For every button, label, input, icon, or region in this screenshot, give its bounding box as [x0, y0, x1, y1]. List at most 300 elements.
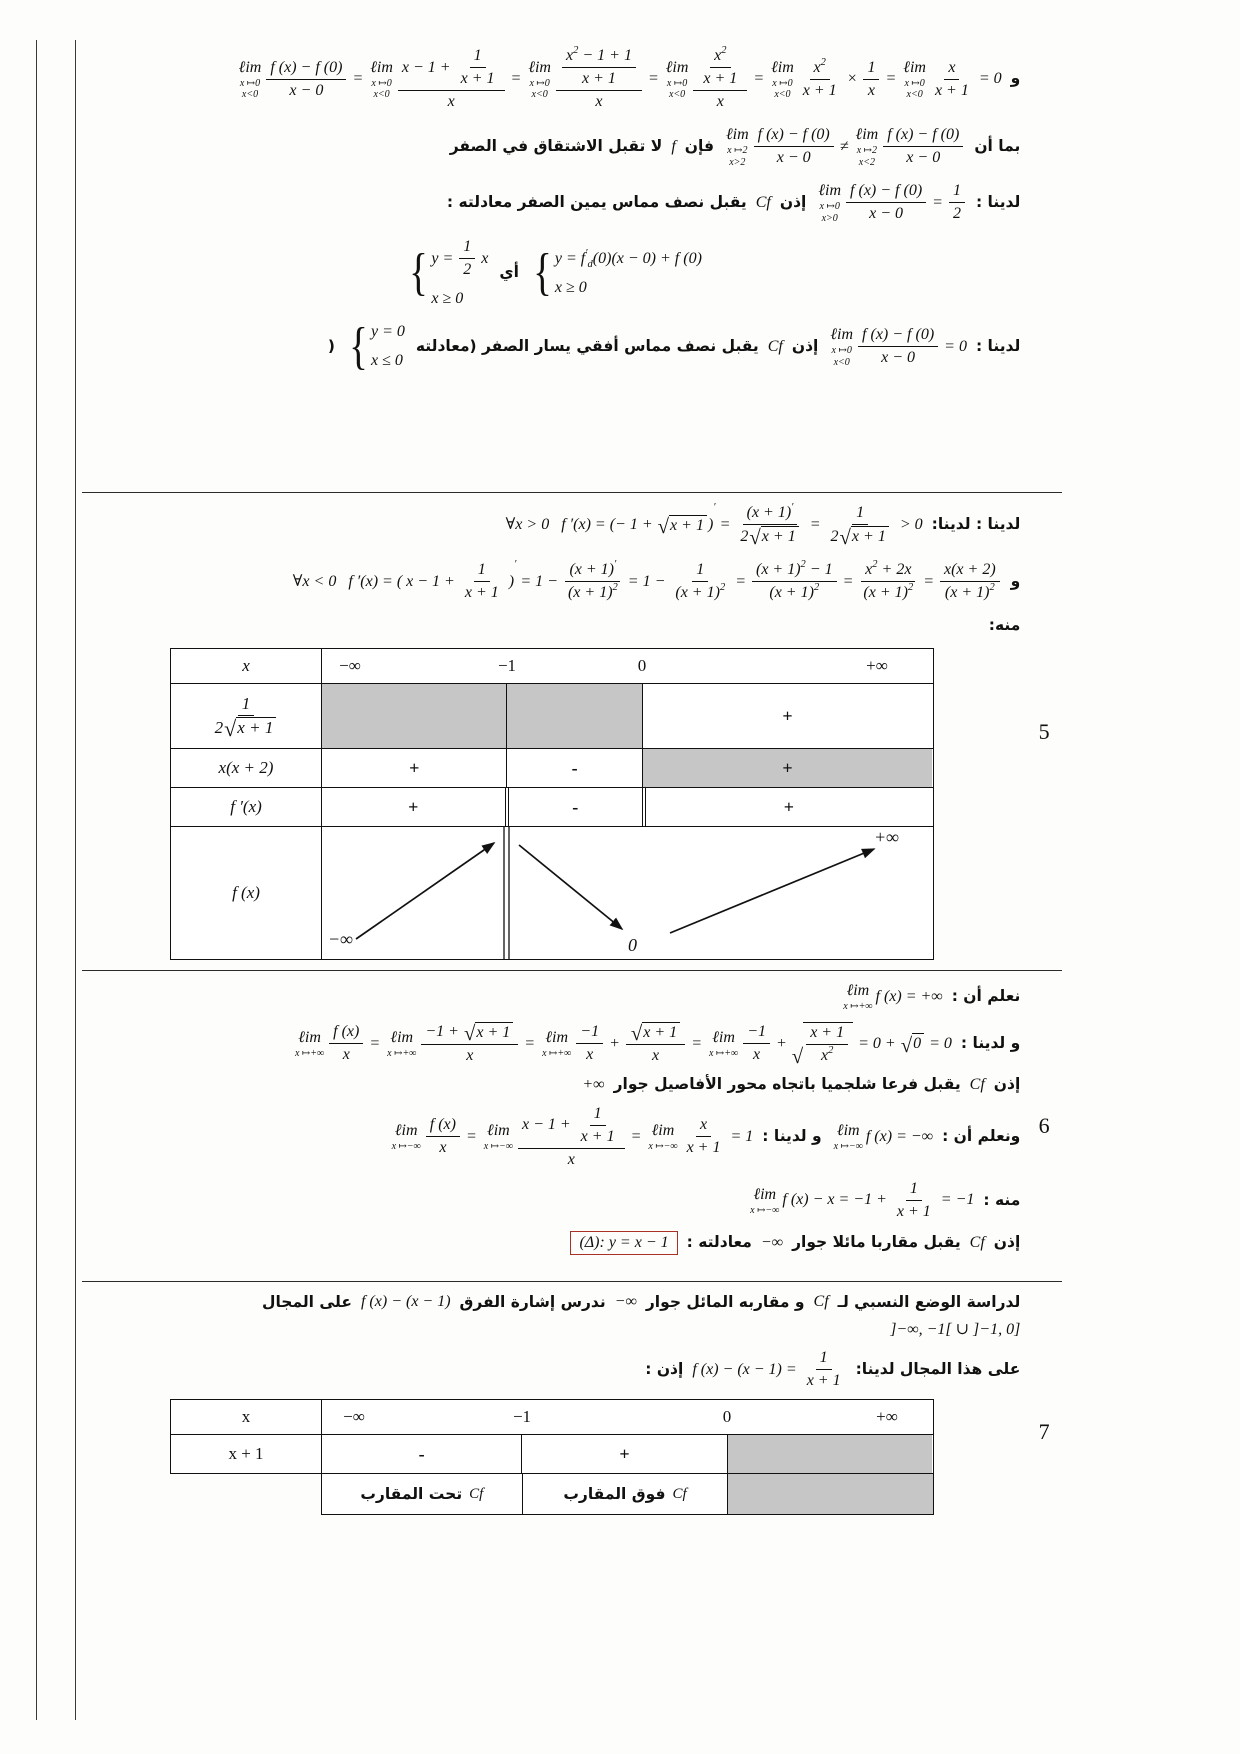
radical-sign: √ [463, 1022, 476, 1046]
denominator [865, 203, 907, 224]
superscript: ′ [614, 559, 617, 570]
cases-system [346, 317, 405, 375]
arabic-text: بما أن [974, 136, 1021, 155]
radical-sign: √ [224, 715, 237, 741]
fraction [426, 1115, 460, 1158]
cases-system [530, 244, 702, 302]
arabic-text: فإن [684, 136, 714, 155]
math-text: = [626, 1127, 646, 1145]
lim-word: ℓim [545, 1029, 568, 1047]
sign-table [170, 1399, 1020, 1515]
row-label [171, 684, 322, 748]
radicand [851, 526, 889, 547]
denominator [803, 1370, 845, 1391]
math-text: = [731, 572, 750, 590]
math-group [404, 237, 490, 309]
math-text: > 0 [895, 516, 923, 533]
arabic-text: و لدينا : [762, 1127, 822, 1146]
lim-condition: x ↦−∞ [483, 1141, 513, 1153]
math-text: × [842, 70, 862, 87]
table-header-x [171, 1400, 322, 1434]
denominator [339, 1044, 354, 1065]
math-text: x [820, 1046, 829, 1064]
math-text: (x + 1) [769, 584, 814, 601]
math-text: x [567, 1150, 575, 1168]
lim-condition: x<0 [906, 89, 923, 100]
numerator [696, 1115, 711, 1137]
lim-word: ℓim [390, 1029, 414, 1047]
radicand [642, 1022, 680, 1043]
superscript: ′ [514, 559, 517, 570]
section-1-body [82, 36, 1026, 492]
math-text: = [749, 70, 769, 87]
position-cell-above [523, 1474, 729, 1514]
denominator [285, 80, 327, 101]
lim-word: ℓim [665, 58, 689, 76]
math-group [528, 244, 704, 302]
math-text: x [716, 93, 724, 110]
math-text: = 1 [726, 1127, 754, 1145]
lim-condition: x<0 [774, 89, 791, 100]
row-label [171, 749, 322, 787]
table-row [171, 748, 933, 787]
lim-condition: x ↦0 [831, 345, 852, 356]
math-text: 1 [696, 561, 705, 578]
lim-condition: x ↦2 [727, 145, 748, 156]
section-1-lines [88, 45, 1021, 375]
lim-word: ℓim [298, 1029, 321, 1047]
lim-condition: x ↦−∞ [648, 1141, 678, 1153]
math-text: −∞ [614, 1293, 637, 1311]
lim-word: ℓim [771, 58, 794, 76]
numerator [238, 694, 255, 716]
math-text: − 1 [805, 561, 833, 578]
limit [528, 58, 551, 101]
superscript: 2 [800, 559, 806, 570]
square-root [900, 1033, 924, 1057]
text-line [88, 46, 1020, 112]
math-group [293, 560, 1002, 603]
math-text: = 0 [925, 1034, 952, 1052]
math-text: x − 0 [289, 81, 324, 99]
denominator [577, 1126, 619, 1147]
mark-minus-one: −1 [497, 656, 517, 676]
numerator [576, 1022, 603, 1044]
lim-under [750, 1205, 779, 1217]
lim-under [484, 1141, 513, 1153]
math-group [389, 1104, 754, 1170]
sign-cell: + [783, 796, 795, 817]
math-text: 2 [740, 527, 749, 545]
row-label [171, 788, 322, 826]
text-line [88, 616, 1020, 635]
shaded-cell [322, 684, 507, 748]
lim-condition: x ↦+∞ [294, 1048, 325, 1060]
fraction [803, 1348, 845, 1391]
denominator [949, 203, 965, 224]
numerator [398, 46, 505, 91]
math-text: x [447, 93, 455, 110]
math-text: (x + 1) [863, 584, 908, 601]
limit [856, 125, 879, 168]
math-text: (x + 1) [675, 584, 720, 601]
numerator [852, 503, 868, 525]
sign-cell: + [522, 1435, 727, 1473]
fraction [683, 1115, 725, 1158]
shaded-cell [728, 1435, 932, 1473]
text-line [88, 317, 1021, 375]
math-text: − 1 + 1 [578, 47, 632, 64]
math-text: (0)(x − 0) + f (0) [592, 249, 702, 267]
math-group [827, 325, 967, 368]
arabic-text: يقبل فرعا شلجميا باتجاه محور الأفاصيل جوار [613, 1075, 961, 1094]
fraction [752, 560, 837, 603]
fraction [693, 46, 747, 112]
radical-sign: √ [900, 1033, 913, 1057]
arabic-text: تحت المقارب [360, 1485, 463, 1504]
section-relative-position [82, 1281, 1062, 1582]
mark-pos-infinity: +∞ [876, 1407, 898, 1427]
arabic-text: منه: [988, 616, 1021, 634]
math-text: 2 [463, 261, 472, 278]
superscript: ′ [791, 502, 794, 513]
numerator [421, 1022, 518, 1045]
lim-condition: x ↦−∞ [750, 1204, 780, 1216]
position-row [321, 1474, 934, 1515]
sign-cell: + [322, 788, 509, 826]
brace-symbol: { [409, 244, 429, 302]
radical-sign: √ [630, 1022, 643, 1046]
section-2-lines [88, 503, 1020, 635]
math-text: Cf [969, 1233, 985, 1251]
math-text: f (x) − f (0) [757, 126, 830, 143]
superscript: 2 [573, 45, 579, 56]
math-group [671, 137, 675, 157]
denominator [578, 68, 620, 89]
text-line [88, 181, 1020, 224]
lim-word: ℓim [487, 1122, 510, 1140]
fraction [562, 46, 636, 89]
text-line [88, 1104, 1020, 1170]
math-text: x + 1 [934, 81, 969, 99]
math-text: x [565, 47, 574, 64]
fraction [806, 1023, 848, 1066]
text-line [88, 1348, 1020, 1391]
row-label [171, 827, 322, 959]
math-text: f (x) − x = −1 + [782, 1191, 891, 1209]
superscript: 2 [872, 559, 878, 570]
math-text: x − 0 [906, 149, 941, 166]
math-text: −1 [747, 1023, 766, 1041]
fraction [859, 560, 917, 603]
section-3-lines [88, 981, 1020, 1255]
section-4-lines [88, 1292, 1020, 1391]
math-group [672, 1486, 686, 1503]
radicand [912, 1033, 924, 1054]
square-root [463, 1022, 513, 1046]
math-text: f (x) − (x − 1) = [692, 1360, 801, 1378]
lim-word: ℓim [238, 58, 262, 76]
arabic-text: أي [499, 263, 519, 282]
math-text: f (x) = +∞ [875, 988, 943, 1006]
shaded-cell [507, 684, 643, 748]
margin-number-6: 6 [1038, 1113, 1050, 1139]
text-line [88, 1179, 1020, 1222]
math-text: x − 1 + [521, 1116, 575, 1134]
math-text: Cf [672, 1485, 687, 1502]
limit [834, 1121, 863, 1153]
fraction [461, 560, 503, 603]
sign-cell: - [322, 1435, 522, 1473]
math-text: y = f [554, 249, 586, 267]
math-text: −1 + [425, 1023, 463, 1041]
math-text: f (x) [429, 1116, 456, 1134]
numerator [556, 46, 642, 91]
lim-condition: x ↦−∞ [391, 1141, 421, 1153]
cases-row [371, 351, 403, 371]
section-2-body [82, 493, 1026, 970]
limit [771, 58, 794, 101]
math-group [344, 317, 407, 375]
math-text: + [771, 1034, 791, 1052]
lim-under [857, 145, 877, 168]
superscript: 2 [820, 56, 826, 68]
text-line [88, 981, 1020, 1013]
denominator [941, 582, 999, 603]
sign-cell: + [782, 705, 793, 726]
denominator [683, 1137, 725, 1158]
math-text: x + 1 [670, 516, 704, 534]
math-text: 2 [214, 717, 224, 737]
math-group [615, 1292, 637, 1312]
math-group [970, 1075, 985, 1095]
lim-condition: x ↦0 [666, 77, 688, 89]
lim-word: ℓim [394, 1122, 418, 1140]
math-text: x + 1 [643, 1023, 678, 1041]
arabic-text: لدينا : لدينا: [931, 515, 1021, 534]
superscript: ′ [713, 502, 716, 513]
limit [392, 1121, 421, 1153]
math-text: f (x) − f (0) [887, 126, 960, 143]
math-text: x ≥ 0 [431, 290, 464, 307]
limit [542, 1028, 571, 1060]
cases-row [371, 322, 405, 342]
lim-word: ℓim [836, 1122, 860, 1140]
math-text: x [753, 1046, 761, 1064]
lim-condition: x ↦0 [819, 201, 840, 212]
lim-condition: x<2 [858, 156, 875, 168]
limit [370, 58, 393, 101]
fraction [564, 560, 622, 603]
math-text: = [506, 70, 526, 87]
cases-rows [555, 249, 702, 298]
fraction [576, 1022, 603, 1065]
fraction [846, 181, 926, 224]
lim-condition: x ↦0 [772, 77, 793, 89]
arabic-text: معادلته : [686, 1233, 752, 1252]
variation-cell [322, 827, 932, 959]
lim-under [832, 345, 852, 368]
math-text: x [439, 1139, 447, 1157]
fraction [459, 237, 475, 280]
arabic-text: إذن : [645, 1360, 684, 1379]
numerator [858, 325, 938, 347]
section-variations [82, 492, 1062, 970]
cases-rows [431, 237, 488, 309]
lim-condition: x ↦+∞ [843, 1001, 873, 1013]
fraction [858, 325, 938, 368]
sign-cell: + [643, 749, 932, 787]
math-text: x + 1 [703, 70, 738, 87]
math-group [890, 1320, 1020, 1340]
math-group [814, 1292, 829, 1312]
math-group [361, 1292, 451, 1312]
math-text: 1 [952, 182, 961, 199]
lim-condition: x<0 [373, 89, 390, 100]
math-text: 1 [463, 238, 472, 255]
fraction [863, 58, 879, 101]
arabic-text: يقبل نصف مماس يمين الصفر معادلته : [446, 192, 747, 211]
fraction [671, 560, 729, 603]
math-group [469, 1486, 483, 1503]
math-text: x + 1 [460, 70, 495, 87]
math-group [768, 337, 783, 357]
numerator [861, 560, 915, 582]
fraction [931, 58, 973, 101]
numerator [266, 58, 346, 80]
fraction [736, 502, 803, 550]
math-text: x [867, 81, 876, 99]
increasing-arrow [356, 843, 494, 939]
math-group [840, 981, 942, 1013]
math-text: = 0 + [854, 1034, 900, 1052]
arabic-text: و [1010, 69, 1021, 88]
fraction [893, 1179, 935, 1222]
math-text: = [838, 572, 858, 590]
arabic-text: لدينا : [975, 336, 1021, 355]
text-line [88, 1320, 1020, 1340]
lim-under [843, 1001, 872, 1013]
math-text: f (x) − f (0) [862, 326, 935, 343]
fraction [743, 1022, 770, 1065]
arabic-text: و [1010, 571, 1021, 590]
lim-condition: x ↦+∞ [708, 1048, 739, 1060]
lim-word: ℓim [818, 182, 842, 199]
cases-row [431, 289, 463, 309]
arabic-text: ( [327, 336, 336, 355]
text-line [88, 125, 1020, 168]
denominator [582, 1044, 597, 1065]
math-text: (x + 1) [746, 504, 792, 521]
denominator [564, 582, 622, 603]
math-text: 1 [856, 504, 865, 521]
superscript: ′ [585, 247, 588, 259]
limit [709, 1028, 738, 1060]
table-row [171, 826, 933, 959]
cf-below-asymptote-label [360, 1485, 483, 1503]
variation-table [170, 648, 934, 960]
table-row [171, 1400, 933, 1434]
section-3-body [82, 971, 1026, 1281]
radicand [761, 526, 799, 547]
denominator [902, 147, 944, 168]
math-text: = [687, 1034, 706, 1052]
math-group [236, 46, 1002, 112]
numerator [562, 46, 636, 68]
fraction [754, 125, 834, 168]
arabic-text: ندرس إشارة الفرق [459, 1292, 606, 1311]
math-text: = [805, 516, 825, 533]
table-row [171, 649, 933, 683]
table-header-marks [322, 649, 932, 683]
math-text: x(x + 2) [944, 561, 996, 578]
square-root [630, 1022, 680, 1046]
denominator [893, 1201, 935, 1222]
limit [484, 1121, 513, 1153]
square-root [658, 515, 707, 536]
math-text: = [928, 193, 947, 211]
lim-under [529, 78, 549, 101]
numerator [752, 560, 837, 582]
denominator [462, 1045, 477, 1066]
math-text: ) [504, 572, 515, 590]
denominator [648, 1045, 663, 1066]
radical-sign: √ [749, 526, 761, 550]
lim-condition: x ↦0 [904, 77, 925, 89]
lim-condition: x>0 [821, 212, 838, 224]
text-line [88, 1075, 1020, 1095]
arabic-text: ونعلم أن : [942, 1127, 1021, 1146]
math-text: (Δ): y = x − 1 [579, 1233, 669, 1251]
fraction [266, 58, 346, 101]
section-asymptotes [82, 970, 1062, 1281]
lim-under [240, 78, 260, 101]
lim-condition: x<0 [668, 89, 686, 100]
lim-condition: x<0 [833, 356, 850, 368]
math-text: x + 1 [802, 81, 837, 99]
math-text: f (x) − f (0) [270, 58, 343, 76]
math-group [747, 1179, 974, 1222]
math-text: ∀x > 0 f ′(x) = (− 1 + [505, 516, 657, 533]
denominator [817, 1045, 837, 1066]
math-text: f (x) − f (0) [850, 182, 923, 199]
denominator [773, 147, 815, 168]
fraction [421, 1022, 518, 1066]
position-cell-below [322, 1474, 523, 1514]
math-text: x + 1 [476, 1023, 511, 1041]
limit [239, 58, 262, 101]
lim-word: ℓim [753, 1185, 777, 1203]
row-label [171, 1435, 322, 1473]
math-text: f (x) [333, 1023, 360, 1041]
math-text: = [919, 572, 938, 590]
numerator [846, 181, 926, 203]
lim-under [834, 1141, 863, 1153]
text-line [88, 502, 1021, 550]
math-text: 1 [819, 1349, 828, 1367]
lim-word: ℓim [712, 1029, 735, 1047]
lim-condition: x ↦+∞ [542, 1048, 572, 1060]
math-text: 1 [867, 58, 876, 76]
arabic-text: على المجال [262, 1292, 352, 1311]
math-text: x + 1 [896, 1202, 931, 1220]
superscript: 2 [612, 582, 618, 593]
section-derivability [82, 36, 1062, 492]
mark-minus-one: −1 [512, 1407, 532, 1427]
denominator [877, 347, 919, 368]
arabic-text: منه : [983, 1190, 1021, 1209]
numerator [863, 58, 879, 80]
